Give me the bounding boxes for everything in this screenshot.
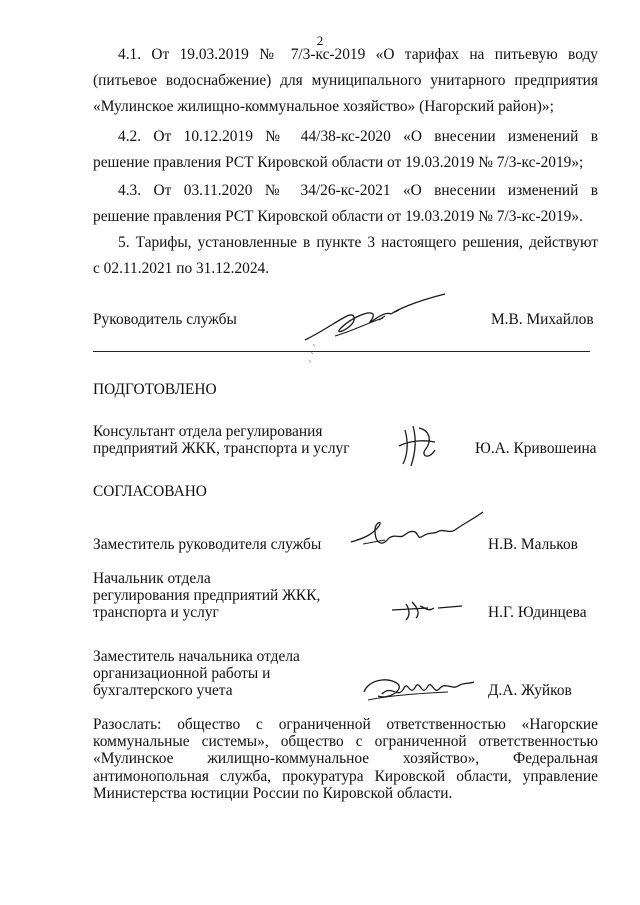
page-number: 2 <box>316 33 324 48</box>
distribution-line: антимонопольная служба, прокуратура Кировской области, управление <box>93 767 598 785</box>
signer-position: Начальник отдела <box>93 570 211 587</box>
signer-position: Заместитель начальника отдела <box>93 648 300 665</box>
signer-position: транспорта и услуг <box>93 604 219 621</box>
agreed-heading: СОГЛАСОВАНО <box>93 483 207 500</box>
prepared-signature <box>395 420 445 470</box>
signer-signature <box>358 670 478 710</box>
prepared-heading: ПОДГОТОВЛЕНО <box>93 381 217 398</box>
clause-line: с 02.11.2021 по 31.12.2024. <box>93 260 270 277</box>
signer-name: Д.А. Жуйков <box>488 682 572 699</box>
separator-line <box>93 351 590 352</box>
clause-line: «Мулинское жилищно-коммунальное хозяйство» (Нагорский район)»; <box>93 98 554 115</box>
clause-line: (питьевое водоснабжение) для муниципального унитарного предприятия <box>93 72 598 89</box>
clause-line: решение правления РСТ Кировской области от 19.03.2019 № 7/3-кс-2019»; <box>93 154 584 171</box>
clause-line: 4.3. От 03.11.2020 № 34/26-кс-2021 «О внесении изменений в <box>118 182 598 199</box>
head-signature <box>295 290 455 370</box>
signer-position: регулирования предприятий ЖКК, <box>93 587 321 604</box>
distribution-line: Разослать: общество с ограниченной ответственностью «Нагорские <box>93 716 598 733</box>
signer-signature <box>345 508 495 558</box>
prepared-position: предприятий ЖКК, транспорта и услуг <box>93 440 350 457</box>
head-title: Руководитель службы <box>93 311 237 328</box>
clause-4-1 <box>93 42 598 120</box>
clause-line: решение правления РСТ Кировской области от 19.03.2019 № 7/3-кс-2019». <box>93 208 583 225</box>
head-name: М.В. Михайлов <box>491 311 594 328</box>
prepared-position: Консультант отдела регулирования <box>93 423 323 440</box>
clause-line: 4.2. От 10.12.2019 № 44/38-кс-2020 «О внесении изменений в <box>118 128 598 145</box>
clause-4-3 <box>93 178 598 230</box>
clause-line: 4.1. От 19.03.2019 № 7/3-кс-2019 «О тарифах на питьевую воду <box>118 46 598 63</box>
distribution-line: коммунальные системы», общество с ограниченной ответственностью <box>93 733 598 751</box>
signer-signature <box>388 594 468 624</box>
signer-position: бухгалтерского учета <box>93 682 233 699</box>
clause-line: 5. Тарифы, установленные в пункте 3 настоящего решения, действуют <box>118 234 598 251</box>
signer-name: Н.В. Мальков <box>488 536 578 553</box>
signer-position: организационной работы и <box>93 665 271 682</box>
distribution-list <box>93 716 598 802</box>
signer-name: Н.Г. Юдинцева <box>488 604 587 621</box>
distribution-line: «Мулинское жилищно-коммунальное хозяйство», Федеральная <box>93 750 598 768</box>
signer-position: Заместитель руководителя службы <box>93 536 322 553</box>
distribution-line: Министерства юстиции России по Кировской области. <box>93 784 453 802</box>
clause-5 <box>93 230 598 282</box>
clause-4-2 <box>93 124 598 176</box>
prepared-name: Ю.А. Кривошеина <box>475 440 597 457</box>
